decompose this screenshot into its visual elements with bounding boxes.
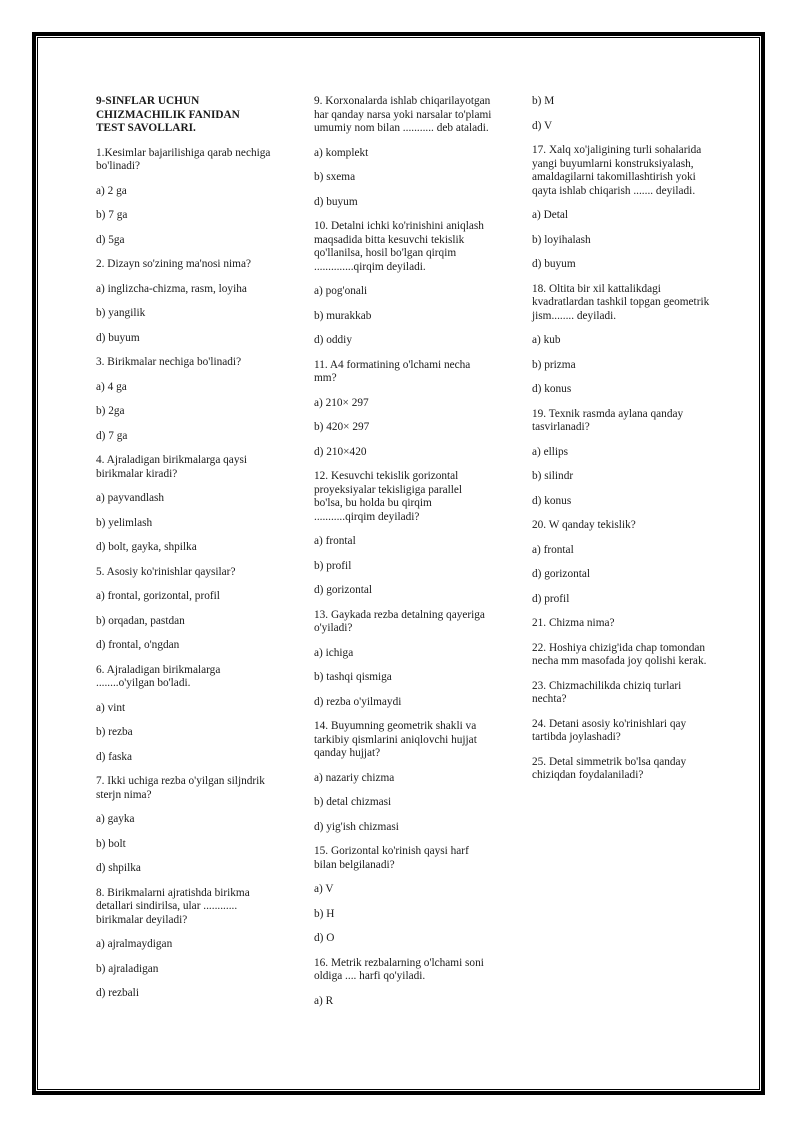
answer-option: d) 7 ga: [96, 429, 128, 442]
answer-option: a) 210× 297: [314, 396, 369, 409]
answer-option: a) gayka: [96, 813, 135, 825]
answer-option: a) vint: [96, 701, 126, 714]
answer-option: b) 2ga: [96, 405, 125, 417]
question-text: 16. Metrik rezbalarning o'lchami soni oldiga .... harfi qo'yiladi.: [314, 956, 484, 982]
answer-option: a) Detal: [532, 209, 569, 221]
answer-option: b) 420× 297: [314, 421, 370, 433]
answer-option: d) rezba o'yilmaydi: [314, 695, 402, 708]
answer-option: a) pog'onali: [314, 285, 368, 297]
answer-option: d) gorizontal: [532, 568, 591, 580]
answer-option: d) buyum: [314, 195, 358, 208]
answer-option: a) ellips: [532, 445, 569, 458]
question-text: 8. Birikmalarni ajratishda birikma detallari sindirilsa, ular ............ birikmalar deyiladi?: [96, 886, 250, 926]
question-text: 3. Birikmalar nechiga bo'linadi?: [96, 356, 242, 368]
answer-option: b) rezba: [96, 726, 133, 738]
answer-option: b) bolt: [96, 837, 126, 850]
question-text: 12. Kesuvchi tekislik gorizontal proyeksiyalar tekisligiga parallel bo'lsa, bu holda bu qirqim ...........qirqim deyiladi?: [314, 470, 463, 523]
answer-option: b) prizma: [532, 358, 576, 371]
question-text: 19. Texnik rasmda aylana qanday tasvirlanadi?: [532, 407, 684, 433]
answer-option: d) 5ga: [96, 233, 125, 246]
question-text: 18. Oltita bir xil kattalikdagi kvadratlardan tashkil topgan geometrik jism........ deyiladi.: [532, 282, 710, 322]
answer-option: a) inglizcha-chizma, rasm, loyiha: [96, 282, 247, 295]
answer-option: b) yelimlash: [96, 516, 153, 529]
question-text: 4. Ajraladigan birikmalarga qaysi birikmalar kiradi?: [96, 454, 248, 480]
question-text: 17. Xalq xo'jaligining turli sohalarida yangi buyumlarni konstruksiyalash, amaldagilarni takomillashtirish yoki qayta ishlab chiqarish ....... deyiladi.: [532, 144, 702, 197]
question-text: 9. Korxonalarda ishlab chiqarilayotgan har qanday narsa yoki narsalar to'plami umumiy nom bilan ........... deb ataladi.: [314, 95, 492, 134]
column-3: [532, 95, 710, 794]
answer-option: a) ajralmaydigan: [96, 938, 173, 950]
answer-option: d) yig'ish chizmasi: [314, 820, 399, 833]
question-text: 15. Gorizontal ko'rinish qaysi harf bilan belgilanadi?: [314, 845, 469, 871]
answer-option: b) yangilik: [96, 307, 146, 319]
answer-option: d) O: [314, 932, 335, 944]
question-text: 21. Chizma nima?: [532, 617, 615, 629]
question-text: 5. Asosiy ko'rinishlar qaysilar?: [96, 565, 236, 578]
answer-option: d) shpilka: [96, 862, 141, 874]
question-text: 24. Detani asosiy ko'rinishlari qay tartibda joylashadi?: [532, 717, 687, 743]
answer-option: b) detal chizmasi: [314, 796, 392, 808]
answer-option: a) nazariy chizma: [314, 771, 395, 784]
answer-option: d) gorizontal: [314, 584, 373, 596]
answer-option: b) orqadan, pastdan: [96, 614, 185, 627]
question-text: 11. A4 formatining o'lchami necha mm?: [314, 358, 471, 384]
answer-option: b) tashqi qismiga: [314, 671, 392, 683]
answer-option: d) 210×420: [314, 445, 367, 458]
answer-option: d) faska: [96, 750, 133, 763]
answer-option: a) R: [314, 994, 334, 1007]
answer-option: d) oddiy: [314, 334, 352, 346]
answer-option: b) profil: [314, 559, 352, 572]
answer-option: a) frontal, gorizontal, profil: [96, 590, 220, 602]
answer-option: d) buyum: [532, 258, 576, 270]
document-title: 9-SINFLAR UCHUN CHIZMACHILIK FANIDAN TEST SAVOLLARI.: [96, 95, 240, 134]
answer-option: b) M: [532, 95, 555, 107]
question-text: 1.Kesimlar bajarilishiga qarab nechiga bo'linadi?: [96, 146, 271, 172]
question-text: 23. Chizmachilikda chiziq turlari nechta?: [532, 679, 682, 705]
answer-option: a) kub: [532, 334, 561, 346]
answer-option: b) silindr: [532, 470, 574, 482]
question-text: 6. Ajraladigan birikmalarga ........o'yilgan bo'ladi.: [96, 663, 221, 689]
answer-option: b) murakkab: [314, 309, 372, 322]
answer-option: a) komplekt: [314, 146, 369, 159]
answer-option: a) V: [314, 883, 334, 895]
question-text: 2. Dizayn so'zining ma'nosi nima?: [96, 258, 251, 270]
answer-option: a) payvandlash: [96, 492, 165, 504]
answer-option: a) ichiga: [314, 646, 354, 659]
answer-option: d) bolt, gayka, shpilka: [96, 541, 197, 553]
answer-option: b) 7 ga: [96, 209, 128, 221]
answer-option: d) konus: [532, 494, 572, 507]
question-text: 20. W qanday tekislik?: [532, 519, 636, 531]
answer-option: b) ajraladigan: [96, 962, 159, 975]
question-text: 14. Buyumning geometrik shakli va tarkibiy qismlarini aniqlovchi hujjat qanday hujjat?: [314, 720, 477, 759]
question-text: 10. Detalni ichki ko'rinishini aniqlash maqsadida bitta kesuvchi tekislik qo'llanilsa, hosil bo'lgan qirqim ..............qirqim deyiladi.: [314, 220, 484, 273]
question-text: 25. Detal simmetrik bo'lsa qanday chiziqdan foydalaniladi?: [532, 755, 687, 781]
question-text: 22. Hoshiya chizig'ida chap tomondan necha mm masofada joy qolishi kerak.: [532, 641, 707, 667]
answer-option: a) 4 ga: [96, 380, 127, 393]
answer-option: b) H: [314, 907, 335, 920]
answer-option: d) konus: [532, 383, 572, 395]
answer-option: d) profil: [532, 592, 570, 605]
question-text: 7. Ikki uchiga rezba o'yilgan siljndrik sterjn nima?: [96, 775, 265, 801]
answer-option: a) frontal: [532, 543, 574, 556]
answer-option: a) 2 ga: [96, 184, 127, 197]
answer-option: d) rezbali: [96, 987, 139, 999]
answer-option: d) V: [532, 119, 553, 132]
answer-option: b) sxema: [314, 171, 356, 183]
answer-option: b) loyihalash: [532, 233, 591, 246]
answer-option: a) frontal: [314, 535, 356, 547]
answer-option: d) buyum: [96, 331, 140, 344]
column-1: [96, 95, 271, 1012]
question-text: 13. Gaykada rezba detalning qayeriga o'yiladi?: [314, 608, 485, 634]
column-2: [314, 95, 492, 1019]
answer-option: d) frontal, o'ngdan: [96, 639, 180, 651]
